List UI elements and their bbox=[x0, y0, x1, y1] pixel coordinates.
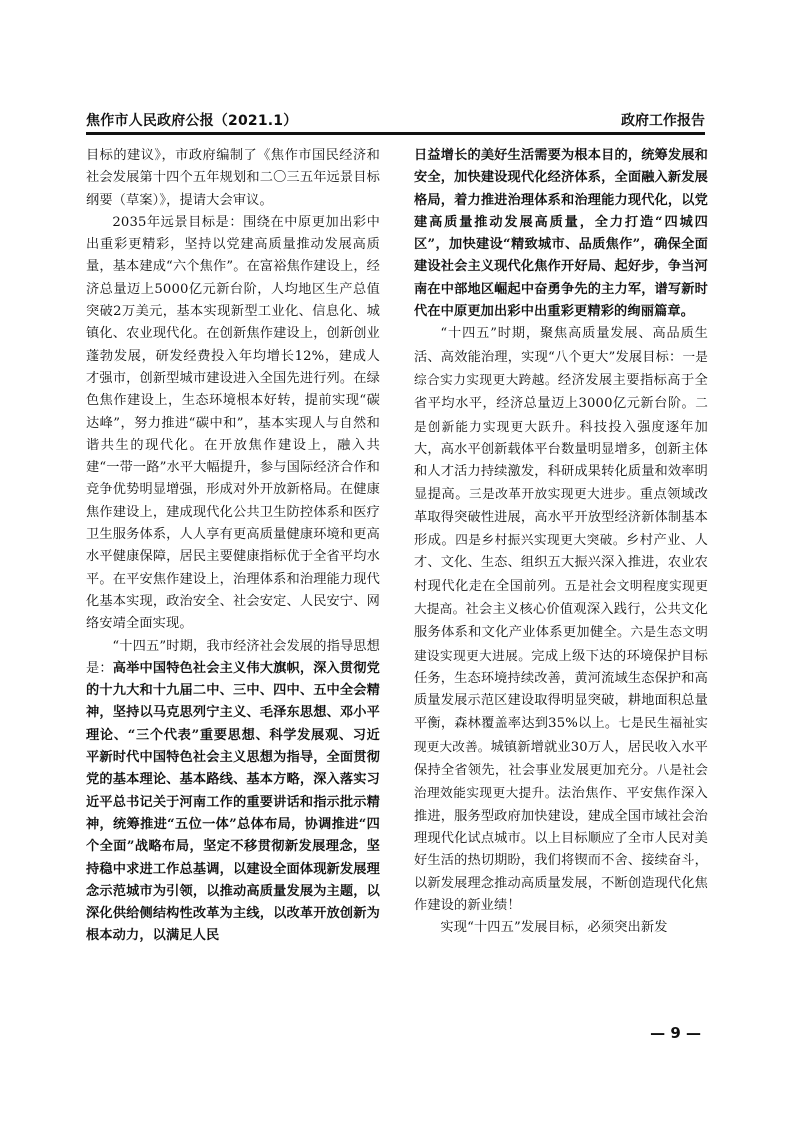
goal-text: 社会主义核心价值观深入践行，公共文化服务体系和文化产业体系更加健全。 bbox=[414, 601, 708, 641]
goal-heading: 五是社会文明程度实现更大提高。 bbox=[414, 577, 708, 616]
paragraph: 实现“十四五”发展目标，必须突出新发 bbox=[440, 920, 668, 936]
goal-text: 经济发展主要指标高于全省平均水平，经济总量迈上3000亿元新台阶。 bbox=[414, 372, 708, 412]
goal-text: 科技投入强度逐年加大，高水平创新载体平台数量明显增多，创新主体和人才活力持续激发，科研成果转化质量和效率明显提高。 bbox=[414, 419, 708, 503]
goal-heading: 一是综合实力实现更大跨越。 bbox=[414, 348, 708, 387]
paragraph: 2035年远景目标是：围绕在中原更加出彩中出重彩更精彩，坚持以党建高质量推动发展高质量，基本建成“六个焦作”。在富裕焦作建设上，经济总量迈上5000亿元新台阶，人均地区生产总值突破2万美元，基本实现新型工业化、信息化、城镇化、农业现代化。在创新焦作建设上，创新创业蓬勃发展，研发经费投入年均增长12%，建成人才强市，创新型城市建设进入全国先进行列。在绿色焦作建设上，生态环境根本好转，提前实现“碳达峰”，努力推进“碳中和”，基本实现人与自然和谐共生的现代化。在开放焦作建设上，融入共建“一带一路”水平大幅提升，参与国际经济合作和竞争优势明显增强，形成对外开放新格局。在健康焦作建设上，建成现代化公共卫生防控体系和医疗卫生服务体系，人人享有更高质量健康环境和更高水平健康保障，居民主要健康指标优于全省平均水平。在平安焦作建设上，治理体系和治理能力现代化基本实现，政治安全、社会安定、人民安宁、网络安靖全面实现。 bbox=[86, 214, 380, 632]
paragraph-lead: “十四五”时期，我市经济社会发展的指导思想是： bbox=[86, 638, 380, 676]
paragraph: 目标的建议》，市政府编制了《焦作市国民经济和社会发展第十四个五年规划和二〇三五年远景目标纲要（草案）》，提请大会审议。 bbox=[86, 148, 380, 208]
page-header bbox=[86, 110, 705, 132]
goal-heading: 八是社会治理效能实现更大提升。 bbox=[414, 762, 708, 801]
section-title: 政府工作报告 bbox=[621, 113, 705, 129]
paragraph-bold: 高举中国特色社会主义伟大旗帜，深入贯彻党的十九大和十九届二中、三中、四中、五中全会精神，坚持以马克思列宁主义、毛泽东思想、邓小平理论、“三个代表”重要思想、科学发展观、习近平新时代中国特色社会主义思想为指导，全面贯彻党的基本理论、基本路线、基本方略，深入落实习近平总书记关于河南工作的重要讲话和指示批示精神，统筹推进“五位一体”总体布局，协调推进“四个全面”战略布局，坚定不移贯彻新发展理念，坚持稳中求进工作总基调，以建设全面体现新发展理念示范城市为引领，以推动高质量发展为主题，以深化供给侧结构性改革为主线，以改革开放创新为根本动力，以满足人民 bbox=[86, 660, 380, 944]
goal-heading: 四是乡村振兴实现更大突破。 bbox=[455, 532, 626, 548]
goal-heading: 六是生态文明建设实现更大进展。 bbox=[414, 624, 708, 663]
page-number: — 9 — bbox=[650, 1024, 701, 1042]
goal-text: 重点领域改革取得突破性进展，高水平开放型经济新体制基本形成。 bbox=[414, 487, 708, 549]
publication-title: 焦作市人民政府公报（2021.1） bbox=[86, 113, 298, 129]
goal-text: 城镇新增就业30万人，居民收入水平保持全省领先，社会事业发展更加充分。 bbox=[414, 739, 708, 779]
left-column bbox=[86, 145, 380, 948]
paragraph: 日益增长的美好生活需要为根本目的，统筹发展和安全，加快建设现代化经济体系，全面融入新发展格局，着力推进治理体系和治理能力现代化，以党建高质量推动发展高质量，全力打造“四城四区”，加快建设“精致城市、品质焦作”，确保全面建设社会主义现代化焦作开好局、起好步，争当河南在中部地区崛起中奋勇争先的主力军，谱写新时代在中原更加出彩中出重彩更精彩的绚丽篇章。 bbox=[414, 148, 708, 320]
goal-heading: 三是改革开放实现更大进步。 bbox=[468, 486, 640, 502]
paragraph bbox=[414, 323, 708, 917]
paragraph bbox=[86, 636, 380, 948]
paragraph-lead: “十四五”时期，聚焦高质量发展、高品质生活、高效能治理，实现“八个更大”发展目标： bbox=[414, 326, 708, 365]
goal-heading: 二是创新能力实现更大跃升。 bbox=[414, 395, 708, 434]
goal-text: 乡村产业、人才、文化、生态、组织五大振兴深入推进，农业农村现代化走在全国前列。 bbox=[414, 533, 708, 594]
right-column bbox=[414, 145, 708, 939]
goal-text: 法治焦作、平安焦作深入推进，服务型政府加快建设，建成全国市域社会治理现代化试点城市。以上目标顺应了全市人民对美好生活的热切期盼，我们将锲而不舍、接续奋斗，以新发展理念推动高质量发展，不断创造现代化焦作建设的新业绩！ bbox=[414, 786, 708, 913]
goal-text: 完成上级下达的环境保护目标任务，生态环境持续改善，黄河流域生态保护和高质量发展示范区建设取得明显突破，耕地面积总量平衡，森林覆盖率达到35%以上。 bbox=[414, 648, 708, 732]
goal-heading: 七是民生福祉实现更大改善。 bbox=[414, 715, 708, 754]
header-rule bbox=[86, 132, 705, 135]
